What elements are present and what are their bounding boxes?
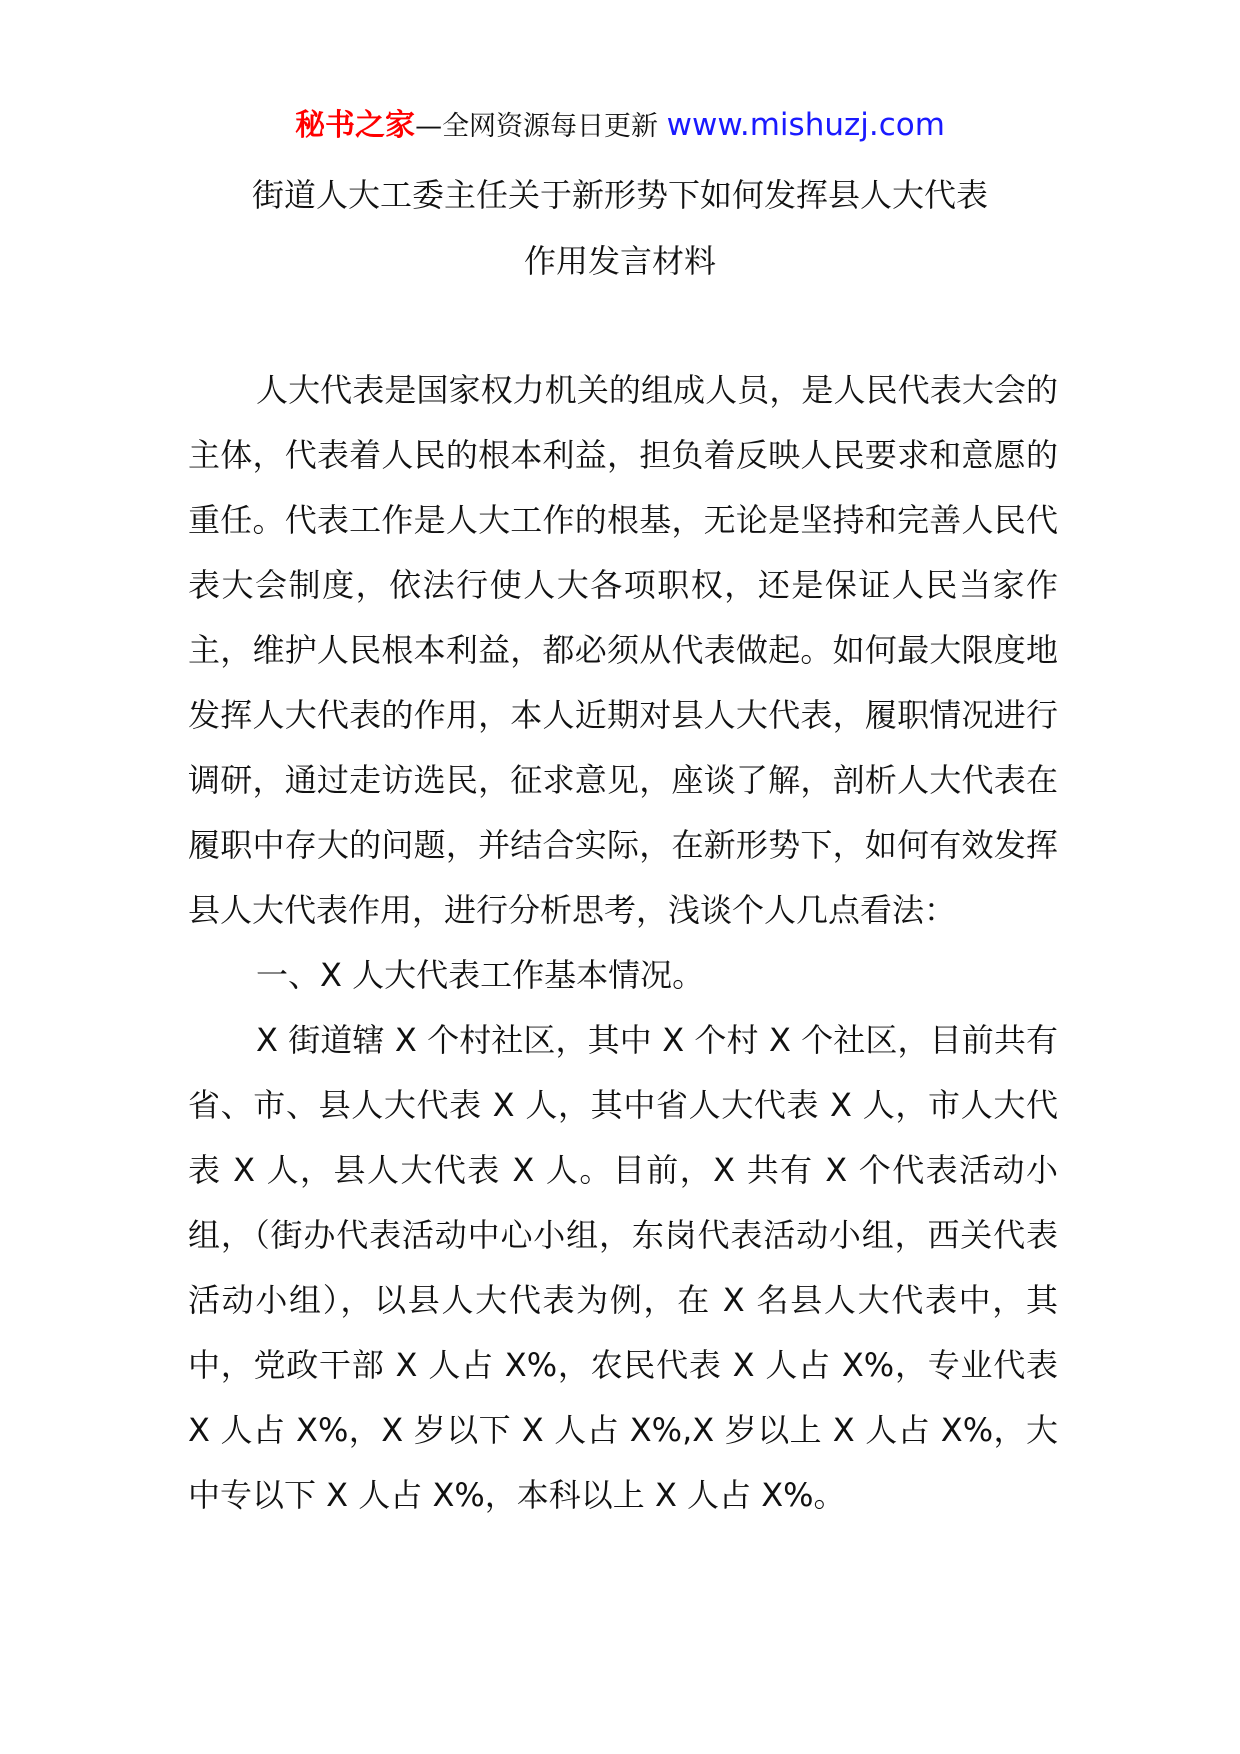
brand-name: 秘书之家 (295, 108, 416, 143)
header-tagline: —全网资源每日更新 (415, 111, 667, 142)
body-paragraph-stats: X 街道辖 X 个村社区，其中 X 个村 X 个社区，目前共有省、市、县人大代表 X 人，其中省人大代表 X 人，市人大代表 X 人，县人大代表 X 人。目前，X 共有 X 个代表活动小组，（街办代表活动中心小组，东岗代表活动小组，西关代表活动小组），以县人大代表为例，在 X 名县人大代表中，其中，党政干部 X 人占 X%，农民代表 X 人占 X%，专业代表 X 人占 X%，X 岁以下 X 人占 X%,X 岁以上 X 人占 X%，大中专以下 X 人占 X%，本科以上 X 人占 X%。 (188, 1021, 1058, 1514)
title-line-1: 街道人大工委主任关于新形势下如何发挥县人大代表 (251, 176, 988, 214)
document-body (188, 358, 1058, 1528)
section-heading-1: 一、X 人大代表工作基本情况。 (256, 956, 705, 994)
title-line-2: 作用发言材料 (523, 242, 716, 280)
document-title (150, 162, 1090, 294)
site-url-link[interactable]: www.mishuzj.com (666, 107, 945, 143)
body-paragraph-intro: 人大代表是国家权力机关的组成人员，是人民代表大会的主体，代表着人民的根本利益，担负着反映人民要求和意愿的重任。代表工作是人大工作的根基，无论是坚持和完善人民代表大会制度，依法行使人大各项职权，还是保证人民当家作主，维护人民根本利益，都必须从代表做起。如何最大限度地发挥人大代表的作用，本人近期对县人大代表，履职情况进行调研，通过走访选民，征求意见，座谈了解，剖析人大代表在履职中存大的问题，并结合实际，在新形势下，如何有效发挥县人大代表作用，进行分析思考，浅谈个人几点看法： (188, 371, 1058, 929)
site-header (0, 103, 1240, 149)
